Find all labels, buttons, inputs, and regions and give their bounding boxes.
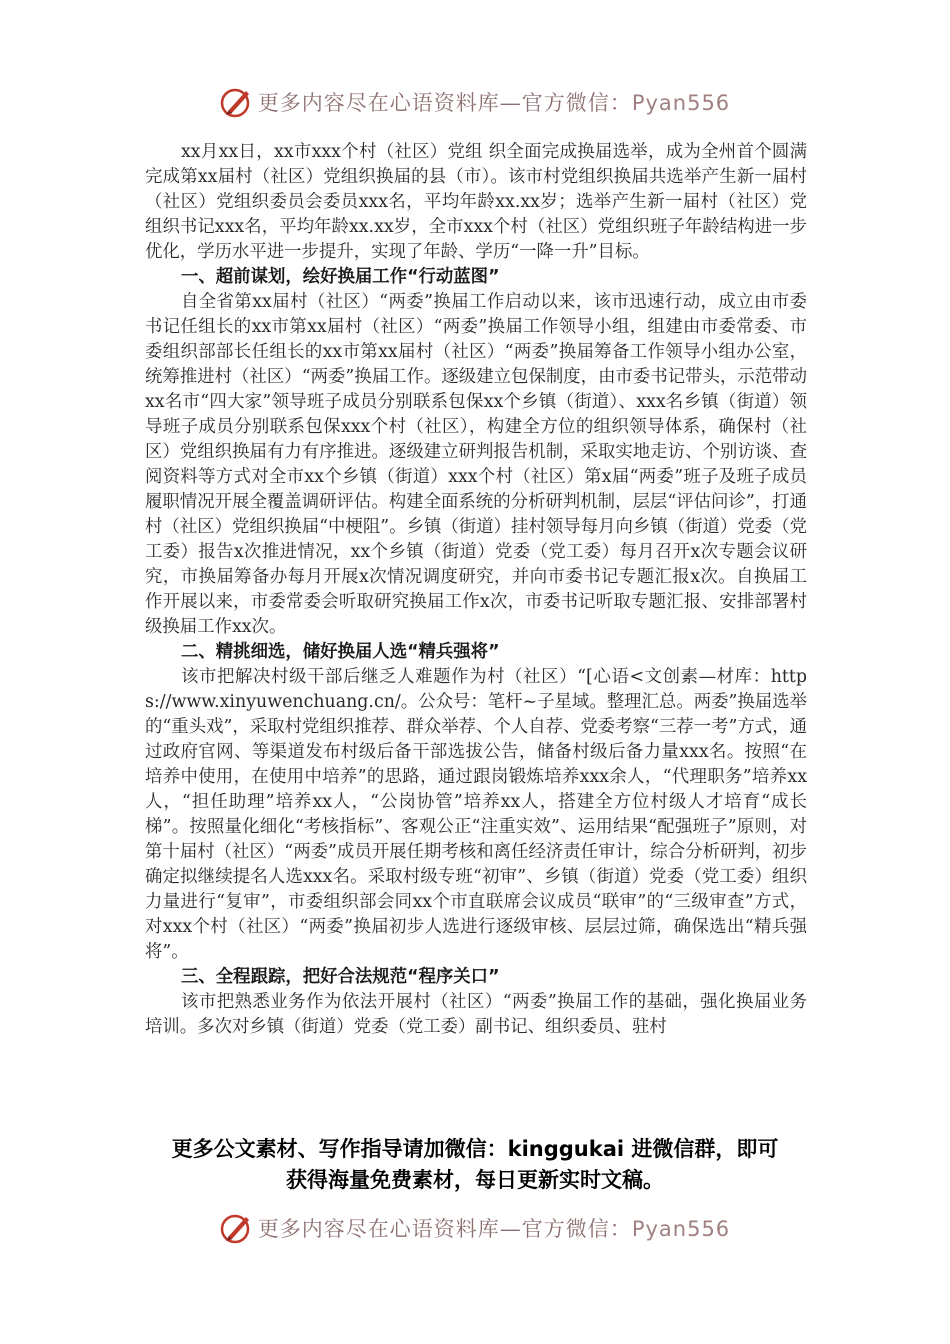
- paragraph-section-1: 自全省第xx届村（社区）“两委”换届工作启动以来，该市迅速行动，成立由市委书记任组长的xx市第xx届村（社区）“两委”换届工作领导小组，组建由市委常委、市委组织部部长任组长的xx市第xx届村（社区）“两委”换届筹备工作领导小组办公室，统筹推进村（社区）“两委”换届工作。逐级建立包保制度，由市委书记带头，示范带动xx名市“四大家”领导班子成员分别联系包保xx个乡镇（街道）、xxx名乡镇（街道）领导班子成员分别联系包保xxx个村（社区），构建全方位的组织领导体系，确保村（社区）党组织换届有力有序推进。逐级建立研判报告机制，采取实地走访、个别访谈、查阅资料等方式对全市xx个乡镇（街道）xxx个村（社区）第x届“两委”班子及班子成员履职情况开展全覆盖调研评估。构建全面系统的分析研判机制，层层“评估问诊”，打通村（社区）党组织换届“中梗阻”。乡镇（街道）挂村领导每月向乡镇（街道）党委（党工委）报告x次推进情况，xx个乡镇（街道）党委（党工委）每月召开x次专题会议研究，市换届筹备办每月开展x次情况调度研究，并向市委书记专题汇报x次。自换届工作开展以来，市委常委会听取研究换届工作x次，市委书记听取专题汇报、安排部署村级换届工作xx次。: [145, 292, 807, 637]
- section-heading-2: 二、精挑细选，储好换届人选“精兵强将”: [181, 642, 500, 662]
- watermark-header: [0, 82, 950, 122]
- pen-logo-icon: [220, 85, 254, 119]
- paragraph-section-3: 该市把熟悉业务作为依法开展村（社区）“两委”换届工作的基础，强化换届业务培训。多次对乡镇（街道）党委（党工委）副书记、组织委员、驻村: [145, 992, 807, 1037]
- watermark-text: 更多内容尽在心语资料库—官方微信：Pyan556: [257, 1217, 731, 1241]
- article-body: [145, 140, 807, 1040]
- promo-note: [110, 1134, 840, 1196]
- watermark-id: Pyan556: [631, 1217, 731, 1241]
- promo-line-1: 更多公文素材、写作指导请加微信：kinggukai 进微信群，即可: [171, 1137, 779, 1161]
- paragraph-intro: xx月xx日，xx市xxx个村（社区）党组 织全面完成换届选举，成为全州首个圆满完成第xx届村（社区）党组织换届的县（市）。该市村党组织换届共选举产生新一届村（社区）党组织委员会委员xxx名，平均年龄xx.xx岁；选举产生新一届村（社区）党组织书记xxx名，平均年龄xx.xx岁，全市xxx个村（社区）党组织班子年龄结构进一步优化，学历水平进一步提升，实现了年龄、学历“一降一升”目标。: [145, 142, 807, 262]
- paragraph-section-2: 该市把解决村级干部后继乏人难题作为村（社区）“[心语<文创素—材库：https://www.xinyuwenchuang.cn/。公众号：笔杆~子星域。整理汇总。两委”换届选举的“重头戏”，采取村党组织推荐、群众举荐、个人自荐、党委考察“三荐一考”方式，通过政府官网、等渠道发布村级后备干部选拔公告，储备村级后备力量xxx名。按照“在培养中使用，在使用中培养”的思路，通过跟岗锻炼培养xxx余人，“代理职务”培养xx人，“担任助理”培养xx人，“公岗协管”培养xx人，搭建全方位村级人才培育“成长梯”。按照量化细化“考核指标”、客观公正“注重实效”、运用结果“配强班子”原则，对第十届村（社区）“两委”成员开展任期考核和离任经济责任审计，综合分析研判，初步确定拟继续提名人选xxx名。采取村级专班“初审”、乡镇（街道）党委（党工委）组织力量进行“复审”，市委组织部会同xx个市直联席会议成员“联审”的“三级审查”方式，对xxx个村（社区）“两委”换届初步人选进行逐级审核、层层过筛，确保选出“精兵强将”。: [145, 667, 807, 962]
- watermark-text: 更多内容尽在心语资料库—官方微信：Pyan556: [257, 91, 731, 115]
- watermark-footer: [0, 1208, 950, 1248]
- promo-line-2: 获得海量免费素材，每日更新实时文稿。: [286, 1168, 664, 1192]
- pen-logo-icon: [220, 1211, 254, 1245]
- section-heading-1: 一、超前谋划，绘好换届工作“行动蓝图”: [181, 267, 500, 287]
- watermark-id: Pyan556: [631, 91, 731, 115]
- section-heading-3: 三、全程跟踪，把好合法规范“程序关口”: [181, 967, 500, 987]
